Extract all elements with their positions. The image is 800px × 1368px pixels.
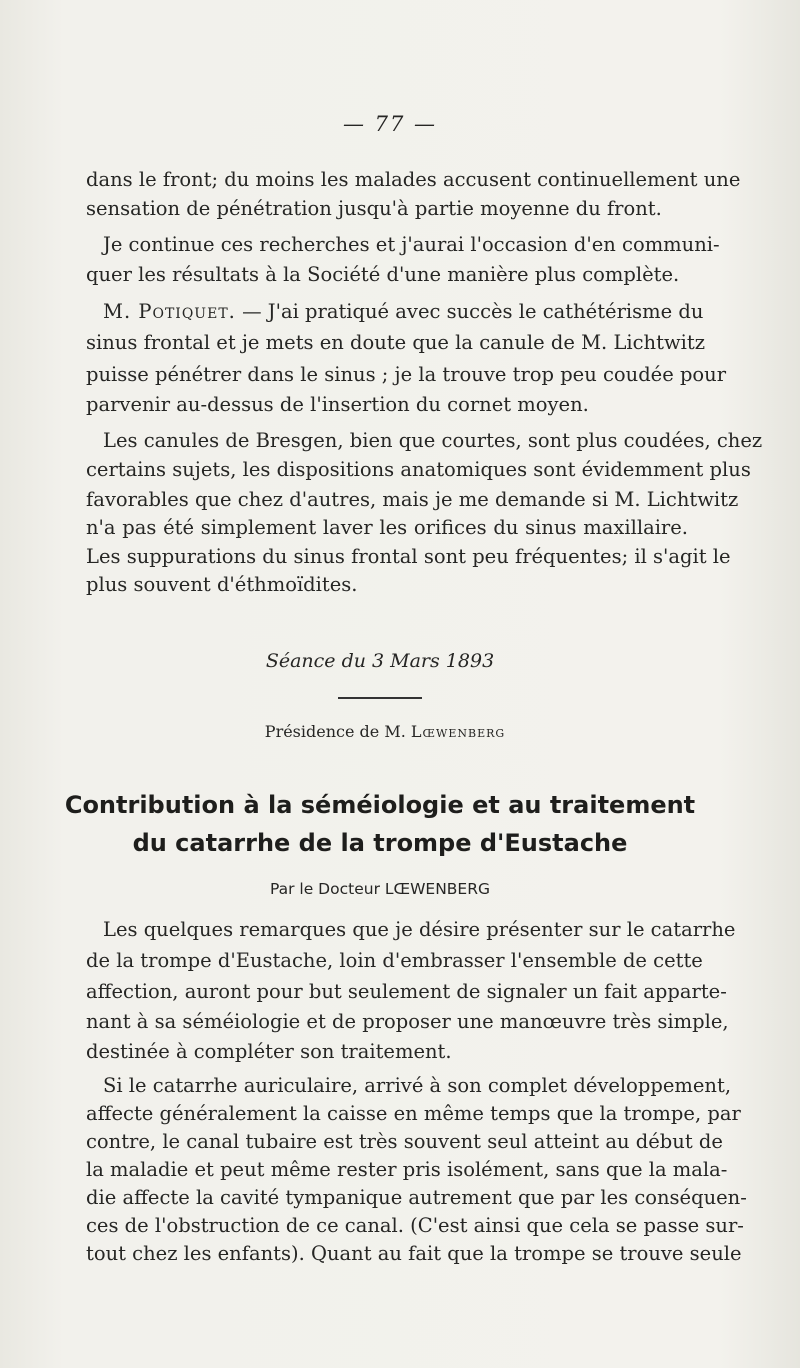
text-line: puisse pénétrer dans le sinus ; je la trouve trop peu coudée pour xyxy=(86,363,727,386)
text-line: dans le front; du moins les malades accusent continuellement une xyxy=(86,168,741,191)
text-line: tout chez les enfants). Quant au fait que la trompe se trouve seule xyxy=(86,1242,742,1265)
text-line: Les canules de Bresgen, bien que courtes, sont plus coudées, chez xyxy=(103,429,763,452)
text-line: nant à sa séméiologie et de proposer une manœuvre très simple, xyxy=(86,1010,729,1033)
text-line: Je continue ces recherches et j'aurai l'occasion d'en communi- xyxy=(103,233,720,256)
text-line: de la trompe d'Eustache, loin d'embrasser l'ensemble de cette xyxy=(86,949,703,972)
presidence-line xyxy=(0,722,770,741)
text-line: die affecte la cavité tympanique autrement que par les conséquen- xyxy=(86,1186,747,1209)
article-title-line-2: du catarrhe de la trompe d'Eustache xyxy=(132,829,628,857)
text-line: certains sujets, les dispositions anatomiques sont évidemment plus xyxy=(86,458,751,481)
text-line: affection, auront pour but seulement de signaler un fait apparte- xyxy=(86,980,727,1003)
divider-rule xyxy=(338,697,422,699)
text-span: — J'ai pratiqué avec succès le cathétérisme du xyxy=(242,300,704,323)
president-name: Lœwenberg xyxy=(410,722,506,741)
text-line xyxy=(103,295,704,329)
speaker-name: M. Potiquet. xyxy=(103,300,236,323)
text-line: affecte généralement la caisse en même temps que la trompe, par xyxy=(86,1102,741,1125)
text-line: la maladie et peut même rester pris isolément, sans que la mala- xyxy=(86,1158,728,1181)
presidence-prefix: Présidence de M. xyxy=(264,722,406,741)
byline: Par le Docteur LŒWENBERG xyxy=(269,880,491,898)
session-heading: Séance du 3 Mars 1893 xyxy=(265,650,495,672)
text-line: contre, le canal tubaire est très souvent seul atteint au début de xyxy=(86,1130,723,1153)
text-line: Les suppurations du sinus frontal sont peu fréquentes; il s'agit le xyxy=(86,545,731,568)
text-line: Les quelques remarques que je désire présenter sur le catarrhe xyxy=(103,918,736,941)
page-number: — 77 — xyxy=(342,112,438,136)
text-line: favorables que chez d'autres, mais je me demande si M. Lichtwitz xyxy=(86,488,739,511)
text-line: Si le catarrhe auriculaire, arrivé à son complet développement, xyxy=(103,1074,732,1097)
text-line: sinus frontal et je mets en doute que la canule de M. Lichtwitz xyxy=(86,331,705,354)
text-line: quer les résultats à la Société d'une manière plus complète. xyxy=(86,263,680,286)
text-line: n'a pas été simplement laver les orifices du sinus maxillaire. xyxy=(86,516,688,539)
text-line: destinée à compléter son traitement. xyxy=(86,1040,452,1063)
text-line: plus souvent d'éthmoïdites. xyxy=(86,573,358,596)
text-line: sensation de pénétration jusqu'à partie moyenne du front. xyxy=(86,197,662,220)
text-line: ces de l'obstruction de ce canal. (C'est ainsi que cela se passe sur- xyxy=(86,1214,744,1237)
article-title-line-1: Contribution à la séméiologie et au traitement xyxy=(64,791,696,819)
text-line: parvenir au-dessus de l'insertion du cornet moyen. xyxy=(86,393,589,416)
